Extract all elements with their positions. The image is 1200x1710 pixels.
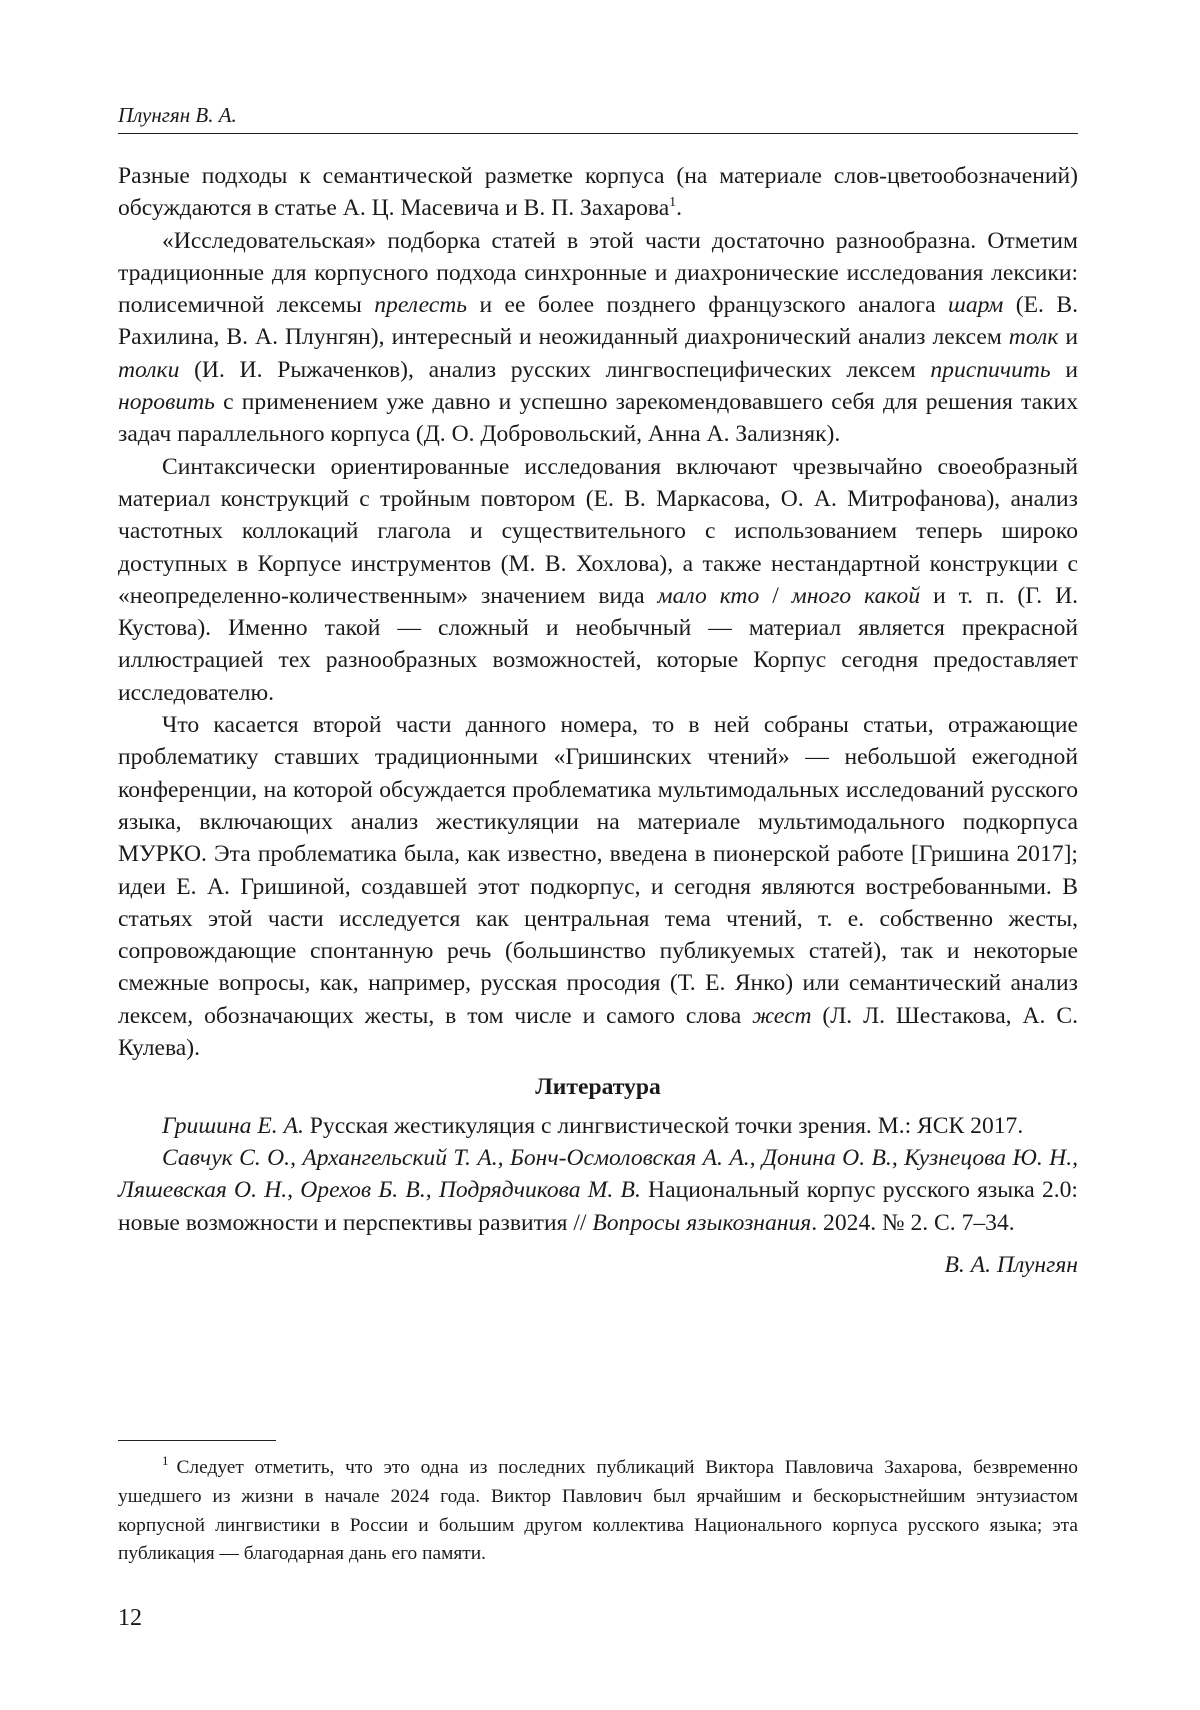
references-heading: Литература — [535, 1074, 661, 1101]
main-text — [118, 160, 1078, 1281]
footnote-ref[interactable]: 1 — [669, 195, 677, 211]
page-number: 12 — [118, 1605, 142, 1631]
references-list — [118, 1110, 1078, 1239]
paragraph-2: «Исследовательская» подборка статей в этой части достаточно разнообразна. Отметим традиционные для корпусного подхода синхронные и диахронические исследования лексики: полисемичной лексемы прелесть и ее более позднего французского аналога шарм (Е. В. Рахилина, В. А. Плунгян), интересный и неожиданный диахронический анализ лексем толк и толки (И. И. Рыжаченков), анализ русских лингвоспецифических лексем приспичить и норовить с применением уже давно и успешно зарекомендовавшего себя для решения таких задач параллельного корпуса (Д. О. Добровольский, Анна А. Зализняк). — [118, 227, 1078, 448]
paragraph-3: Синтаксически ориентированные исследования включают чрезвычайно своеобразный материал конструкций с тройным повтором (Е. В. Маркасова, О. А. Митрофанова), анализ частотных коллокаций глагола и существительного с использованием теперь широко доступных в Корпусе инструментов (М. В. Хохлова), а также нестандартной конструкции с «неопределенно-количественным» значением вида мало кто / много какой и т. п. (Г. И. Кустова). Именно такой — сложный и необычный — материал является прекрасной иллюстрацией тех разнообразных возможностей, которые Корпус сегодня предоставляет исследователю. — [118, 453, 1079, 706]
footnote-rule — [118, 1440, 276, 1441]
running-head: Плунгян В. А. — [118, 103, 237, 127]
reference-item: Савчук С. О., Архангельский Т. А., Бонч-Осмоловская А. А., Донина О. В., Кузнецова Ю. Н., Ляшевская О. Н., Орехов Б. В., Подрядчикова М. В. Национальный корпус русского языка 2.0: новые возможности и перспективы развития // Вопросы языкознания. 2024. № 2. С. 7–34. — [118, 1144, 1078, 1236]
header-rule — [118, 133, 1078, 134]
paragraph-4: Что касается второй части данного номера, то в ней собраны статьи, отражающие проблематику ставших традиционными «Гришинских чтений» — небольшой ежегодной конференции, на которой обсуждается проблематика мультимодальных исследований русского языка, включающих анализ жестикуляции на материале мультимодального подкорпуса МУРКО. Эта проблематика была, как известно, введена в пионерской работе [Гришина 2017]; идеи Е. А. Гришиной, создавшей этот подкорпус, и сегодня являются востребованными. В статьях этой части исследуется как центральная тема чтений, т. е. собственно жесты, сопровождающие спонтанную речь (большинство публикуемых статей), так и некоторые смежные вопросы, как, например, русская просодия (Т. Е. Янко) или семантический анализ лексем, обозначающих жесты, в том числе и самого слова жест (Л. Л. Шестакова, А. С. Кулева). — [118, 712, 1079, 1062]
footnote: $^1$ Следует отметить, что это одна из последних публикаций Виктора Павловича Захарова, безвременно ушедшего из жизни в начале 2024 года. Виктор Павлович был ярчайшим и бескорыстнейшим энтузиастом корпусной лингвистики в России и большим другом коллектива Национального корпуса русского языка; эта публикация — благодарная дань его памяти. — [118, 1453, 1078, 1565]
author-signature: В. А. Плунгян — [944, 1251, 1078, 1278]
reference-item: Гришина Е. А. Русская жестикуляция с лингвистической точки зрения. М.: ЯСК 2017. — [162, 1112, 1024, 1139]
paragraph-1: Разные подходы к семантической разметке корпуса (на материале слов-цветообозначений) обсуждаются в статье А. Ц. Масевича и В. П. Захарова$^1$. — [118, 163, 1078, 222]
footnote-number: 1 — [162, 1453, 169, 1468]
